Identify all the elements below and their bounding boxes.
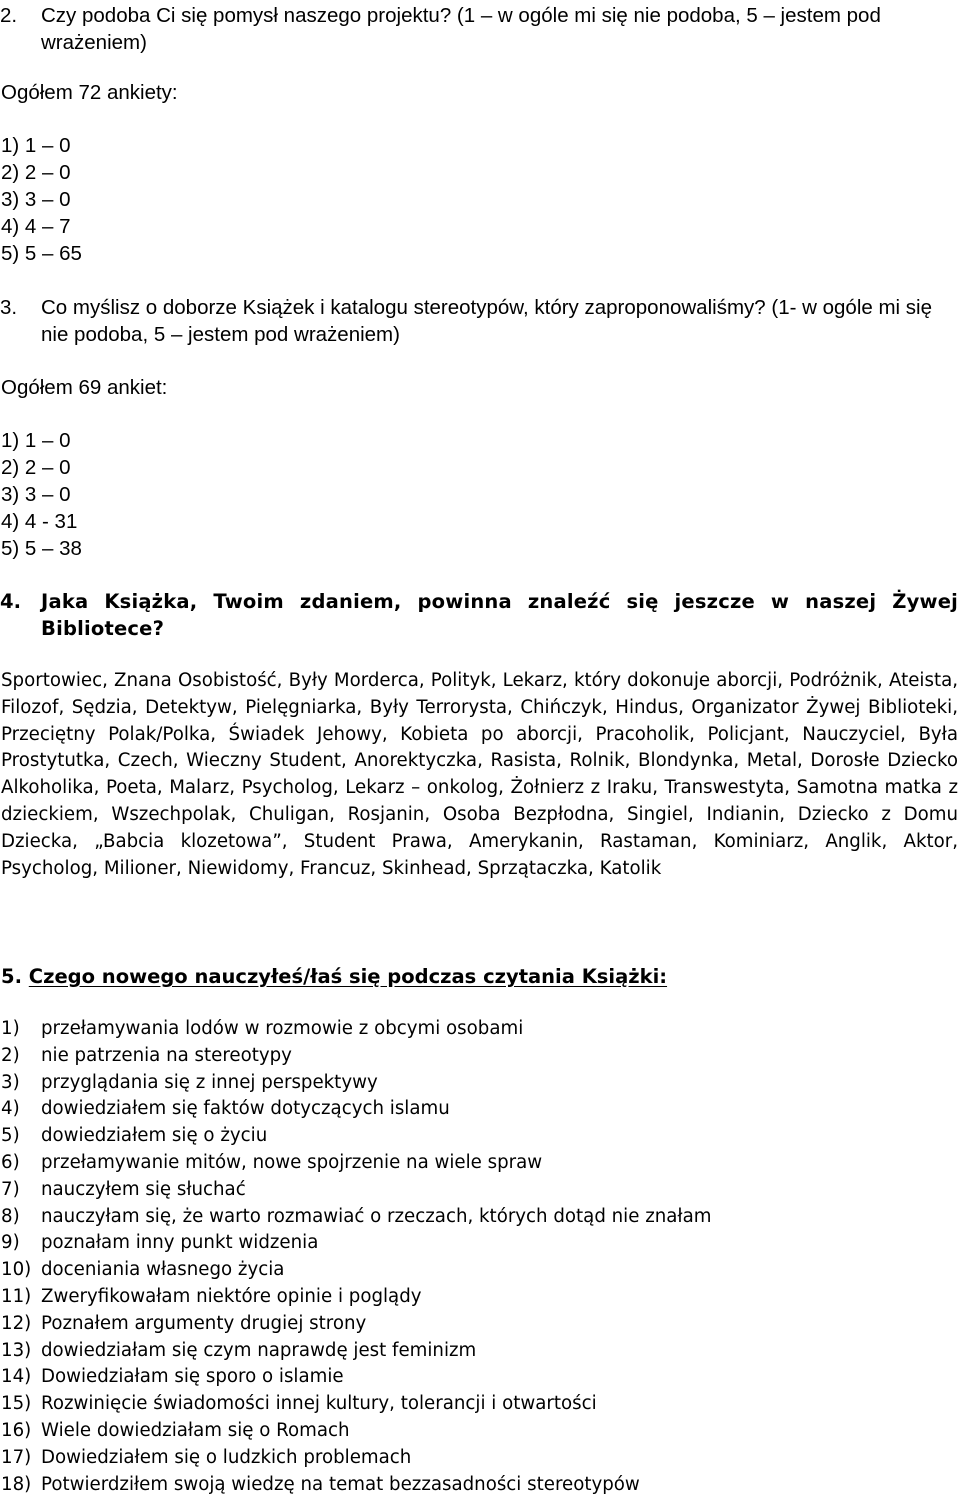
- question-3-answer-1: 1) 1 – 0: [1, 429, 71, 452]
- list-item-text: doceniania własnego życia: [41, 1259, 285, 1281]
- list-item-text: przełamywanie mitów, nowe spojrzenie na wiele spraw: [41, 1151, 543, 1173]
- list-item-number: 14): [1, 1366, 32, 1388]
- question-5-text: Czego nowego nauczyłeś/łaś się podczas czytania Książki:: [28, 965, 668, 988]
- list-item-text: Dowiedziałem się o ludzkich problemach: [41, 1446, 412, 1468]
- list-item-number: 1): [1, 1018, 20, 1039]
- list-item-number: 13): [1, 1339, 32, 1361]
- list-item-number: 9): [1, 1232, 20, 1254]
- question-4: [0, 588, 958, 642]
- question-3-number: 3.: [0, 296, 18, 319]
- list-item-number: 10): [1, 1259, 32, 1281]
- question-2-text: Czy podoba Ci się pomysł naszego projektu? (1 – w ogóle mi się nie podoba, 5 – jestem pod wrażeniem): [41, 4, 881, 54]
- list-item-number: 7): [1, 1178, 20, 1200]
- list-item-text: Wiele dowiedziałam się o Romach: [41, 1419, 350, 1441]
- list-item-text: nie patrzenia na stereotypy: [41, 1044, 292, 1066]
- list-item-number: 17): [1, 1446, 32, 1468]
- list-item-text: dowiedziałem się o życiu: [41, 1125, 268, 1147]
- list-item-text: Dowiedziałam się sporo o islamie: [41, 1366, 344, 1388]
- question-4-answer: Sportowiec, Znana Osobistość, Były Morderca, Polityk, Lekarz, który dokonuje aborcji, Podróżnik, Ateista, Filozof, Sędzia, Detektyw, Pielęgniarka, Były Terrorysta, Chińczyk, Hindus, Organizator Żywej Biblioteki, Przeciętny Polak/Polka, Świadek Jehowy, Kobieta po aborcji, Pracoholik, Policjant, Nauczyciel, Była Prostytutka, Czech, Wieczny Student, Anorektyczka, Rasista, Rolnik, Blondynka, Metal, Dorosłe Dziecko Alkoholika, Poeta, Malarz, Psycholog, Lekarz – onkolog, Żołnierz z Iraku, Transwestyta, Samotna matka z dzieckiem, Wszechpolak, Chuligan, Rosjanin, Osoba Bezpłodna, Singiel, Indianin, Dziecko z Domu Dziecka, „Babcia klozetowa”, Student Prawa, Amerykanin, Rastaman, Kominiarz, Anglik, Aktor, Psycholog, Milioner, Niewidomy, Francuz, Skinhead, Sprzątaczka, Katolik: [1, 670, 958, 879]
- list-item-number: 2): [1, 1044, 20, 1066]
- list-item-number: 5): [1, 1125, 20, 1147]
- question-2-answer-3: 3) 3 – 0: [1, 188, 71, 211]
- question-2-answer-2: 2) 2 – 0: [1, 161, 71, 184]
- list-item-text: Zweryfikowałam niektóre opinie i poglądy: [41, 1285, 422, 1307]
- list-item-number: 6): [1, 1151, 20, 1173]
- question-2-answer-5: 5) 5 – 65: [1, 242, 82, 265]
- question-3-text: Co myślisz o doborze Książek i katalogu stereotypów, który zaproponowaliśmy? (1- w ogóle mi się nie podoba, 5 – jestem pod wrażeniem): [41, 296, 932, 346]
- question-5-number: 5.: [1, 965, 22, 988]
- question-3-total: Ogółem 69 ankiet:: [1, 376, 168, 399]
- list-item-number: 15): [1, 1393, 32, 1415]
- list-item-number: 16): [1, 1419, 32, 1441]
- question-2-number: 2.: [0, 4, 18, 27]
- list-item-number: 18): [1, 1473, 32, 1495]
- list-item-text: nauczyłam się, że warto rozmawiać o rzeczach, których dotąd nie znałam: [41, 1205, 712, 1227]
- question-3-answer-4: 4) 4 - 31: [1, 510, 78, 533]
- list-item-text: przełamywania lodów w rozmowie z obcymi osobami: [41, 1018, 524, 1039]
- question-4-number: 4.: [0, 590, 21, 613]
- question-3-answer-3: 3) 3 – 0: [1, 483, 71, 506]
- list-item-text: Rozwinięcie świadomości innej kultury, tolerancji i otwartości: [41, 1393, 597, 1415]
- list-item-text: przyglądania się z innej perspektywy: [41, 1071, 378, 1093]
- question-4-text: Jaka Książka, Twoim zdaniem, powinna znaleźć się jeszcze w naszej Żywej Bibliotece?: [41, 590, 958, 640]
- list-item-text: Potwierdziłem swoją wiedzę na temat bezzasadności stereotypów: [41, 1473, 640, 1495]
- list-item-text: dowiedziałam się czym naprawdę jest feminizm: [41, 1339, 477, 1361]
- list-item-text: Poznałem argumenty drugiej strony: [41, 1312, 367, 1334]
- list-item-text: nauczyłem się słuchać: [41, 1178, 246, 1200]
- question-3: [0, 294, 958, 348]
- question-2: [0, 2, 958, 56]
- list-item-number: 12): [1, 1312, 32, 1334]
- question-2-total: Ogółem 72 ankiety:: [1, 81, 178, 104]
- list-item-number: 3): [1, 1071, 20, 1093]
- question-2-answer-1: 1) 1 – 0: [1, 134, 71, 157]
- question-2-answer-4: 4) 4 – 7: [1, 215, 71, 238]
- list-item-text: poznałam inny punkt widzenia: [41, 1232, 319, 1254]
- question-3-answer-5: 5) 5 – 38: [1, 537, 82, 560]
- list-item-number: 4): [1, 1098, 20, 1120]
- list-item-number: 8): [1, 1205, 20, 1227]
- list-item-number: 11): [1, 1285, 32, 1307]
- list-item-text: dowiedziałem się faktów dotyczących islamu: [41, 1098, 450, 1120]
- question-5: [1, 963, 667, 990]
- question-3-answer-2: 2) 2 – 0: [1, 456, 71, 479]
